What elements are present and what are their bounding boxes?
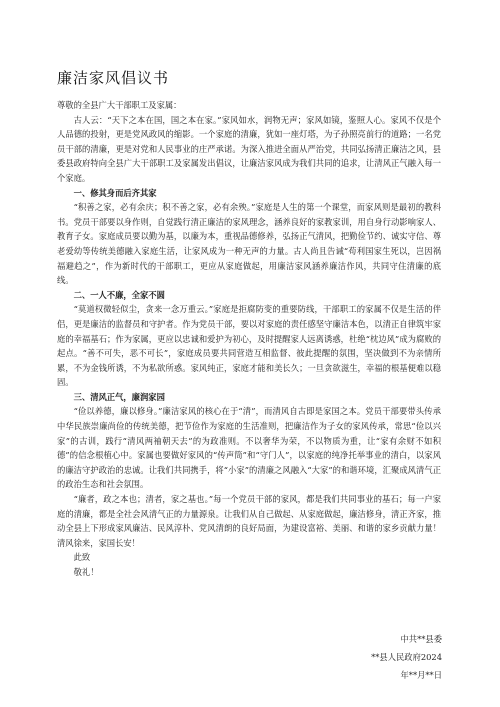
closing-phrase-2: 敬礼！ (73, 567, 99, 577)
section-1-body: “积善之家，必有余庆；积不善之家，必有余殃。”家庭是人生的第一个课堂，而家风则是最初的教科书。党员干部要以身作则，自觉践行清正廉洁的家风理念，涵养良好的家教家训，用自身行动影响家人、教育子女。家庭成员要以勤为基，以廉为本，重视品德修养，弘扬正气清风，把勤俭节约、诚实守信、尊老爱幼等传统美德融入家庭生活，让家风成为一种无声的力量。古人尚且告诫“苟利国家生死以，岂因祸福避趋之”，作为新时代的干部职工，更应从家庭做起，用廉洁家风涵养廉洁作风，共同守住清廉的底线。 (57, 202, 441, 286)
section-2-body: “莫道权微轻似尘，贪来一念万重云。”家庭是拒腐防变的重要防线，干部职工的家属不仅是生活的伴侣，更是廉洁的监督员和守护者。作为党员干部，要以对家庭的责任感坚守廉洁本色，以清正自律筑牢家庭的幸福基石；作为家属，更应以忠诚和爱护为初心，及时提醒家人远离诱惑，杜绝“枕边风”成为腐败的起点。“善不可失，恶不可长”，家庭成员要共同营造互相监督、彼此提醒的氛围，坚决做到不为亲情所累，不为金钱所诱，不为私欲所惑。家风纯正，家庭才能和美长久；一旦贪欲滋生，幸福的根基便难以稳固。 (57, 304, 441, 388)
intro-paragraph: 古人云：“天下之本在国，国之本在家。”家风如水，润物无声；家风如镜，鉴照人心。家风不仅是个人品德的投射，更是党风政风的缩影。一个家庭的清廉，犹如一座灯塔，为子孙照亮前行的道路；一名党员干部的清廉，更是对党和人民事业的庄严承诺。为深入推进全面从严治党，共同弘扬清正廉洁之风，县委县政府特向全县广大干部职工及家属发出倡议，让廉洁家风成为我们共同的追求，让清风正气融入每一个家庭。 (57, 114, 441, 183)
section-1-heading: 一、修其身而后齐其家 (73, 187, 157, 198)
section-3-heading: 三、清风正气，廉润家园 (73, 391, 165, 402)
closing-paragraph: “廉者，政之本也；清者，家之基也。”每一个党员干部的家风，都是我们共同事业的基石；每一户家庭的清廉，都是全社会风清气正的力量源泉。让我们从自己做起、从家庭做起，廉洁修身，清正齐家，推动全县上下形成家风廉洁、民风淳朴、党风清朗的良好局面，为建设富裕、美丽、和谐的家乡贡献力量！清风徐来，家国长安！ (57, 494, 441, 548)
signature-org-1: 中共**县委 (400, 634, 442, 644)
section-3-body: “俭以养德，廉以修身。”廉洁家风的核心在于“清”，而清风自古即是家国之本。党员干部要带头传承中华民族崇廉尚俭的传统美德，把节俭作为家庭的生活准则，把廉洁作为子女的家风传承，常思“俭以兴家”的古训，践行“清风两袖朝天去”的为政准则。不以奢华为荣，不以物质为重，让“家有余财不如积德”的信念根植心中。家属也要做好家风的“传声筒”和“守门人”，以家庭的纯净托举事业的清白，以家风的廉洁守护政治的忠诚。让我们共同携手，将“小家”的清廉之风融入“大家”的和谐环境，汇聚成风清气正的政治生态和社会氛围。 (57, 406, 441, 490)
closing-phrase-1: 此致 (73, 552, 91, 563)
document-body (57, 98, 441, 580)
document-title: 廉洁家风倡议书 (57, 69, 170, 87)
signature-date: 年**月**日 (400, 670, 442, 680)
salutation: 尊敬的全县广大干部职工及家属： (57, 100, 182, 110)
section-2-heading: 二、一人不廉，全家不圆 (73, 289, 165, 300)
signature-org-2: **县人民政府2024 (371, 652, 442, 662)
